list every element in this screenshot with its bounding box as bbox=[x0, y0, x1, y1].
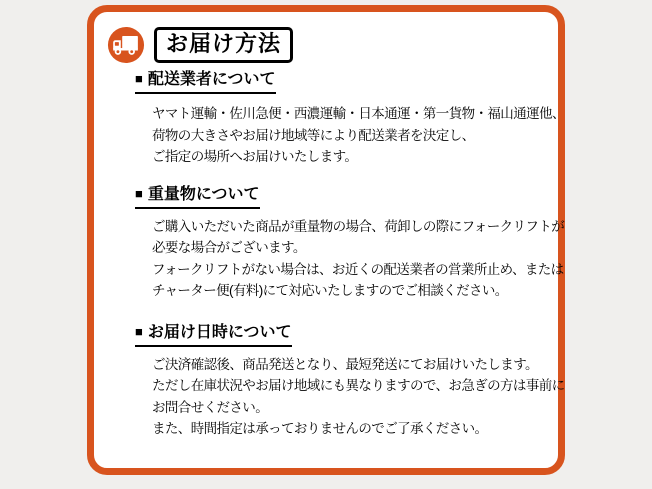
section-heavy-items bbox=[135, 183, 565, 302]
square-bullet-icon: ■ bbox=[135, 185, 143, 201]
text-line: ご購入いただいた商品が重量物の場合、荷卸しの際にフォークリフトが bbox=[152, 218, 565, 234]
section-heading bbox=[135, 321, 292, 347]
text-line: ヤマト運輸・佐川急便・西濃運輸・日本通運・第一貨物・福山通運他、 bbox=[152, 106, 565, 121]
section-body bbox=[152, 103, 565, 168]
text-line: ただし在庫状況やお届け地域にも異なりますので、お急ぎの方は事前に bbox=[152, 378, 565, 393]
section-delivery-datetime bbox=[135, 321, 565, 440]
panel-header bbox=[107, 26, 558, 64]
square-bullet-icon: ■ bbox=[135, 323, 143, 339]
text-line: お問合せください。 bbox=[152, 399, 269, 415]
text-line: また、時間指定は承っておりませんのでご了承ください。 bbox=[152, 421, 488, 436]
section-heading bbox=[135, 68, 276, 94]
section-heading-text: お届け日時について bbox=[147, 323, 292, 341]
section-body bbox=[152, 216, 565, 302]
text-line: フォークリフトがない場合は、お近くの配送業者の営業所止め、または bbox=[152, 261, 564, 277]
section-heading bbox=[135, 183, 260, 209]
square-bullet-icon: ■ bbox=[135, 71, 143, 86]
delivery-info-panel bbox=[87, 5, 565, 475]
section-heading-text: 配送業者について bbox=[147, 71, 276, 88]
section-carriers bbox=[135, 68, 565, 168]
section-body bbox=[152, 354, 565, 440]
sections-container bbox=[135, 68, 565, 440]
section-heading-text: 重量物について bbox=[147, 185, 260, 203]
text-line: 荷物の大きさやお届け地域等により配送業者を決定し、 bbox=[152, 127, 475, 143]
text-line: チャーター便(有料)にて対応いたしますのでご相談ください。 bbox=[152, 283, 508, 298]
text-line: 必要な場合がございます。 bbox=[152, 240, 306, 255]
truck-icon bbox=[107, 26, 145, 64]
page-title: お届け方法 bbox=[154, 27, 293, 63]
text-line: ご決済確認後、商品発送となり、最短発送にてお届けいたします。 bbox=[152, 356, 538, 372]
text-line: ご指定の場所へお届けいたします。 bbox=[152, 149, 358, 164]
